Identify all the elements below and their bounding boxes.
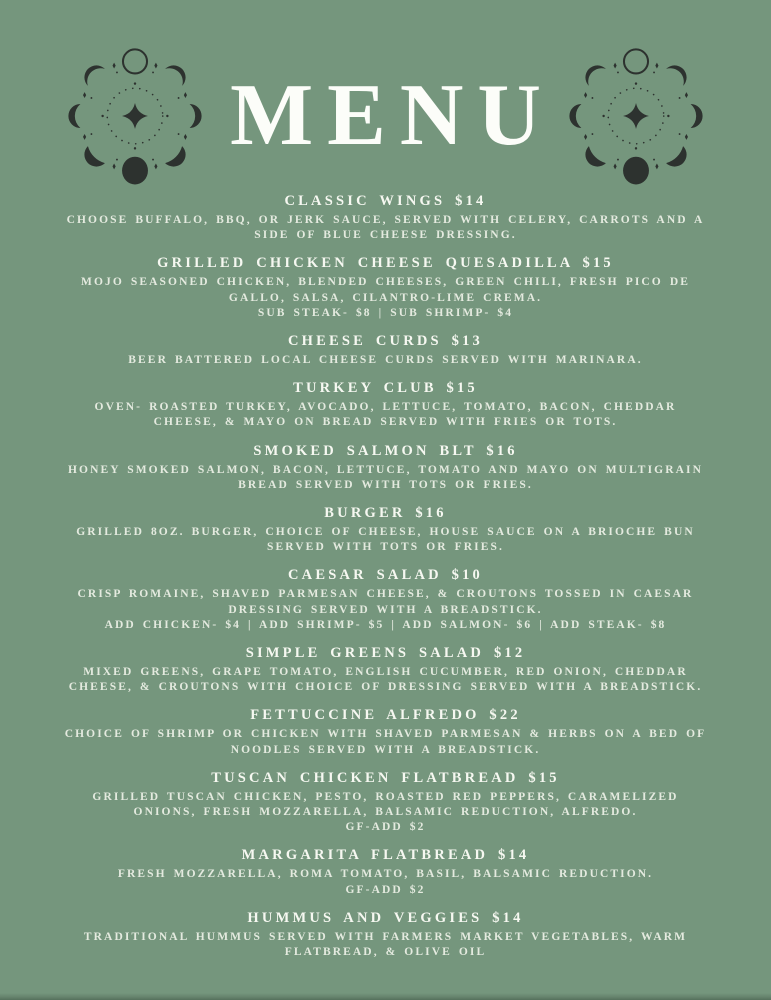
menu-item bbox=[64, 846, 708, 897]
item-name: MARGARITA FLATBREAD bbox=[241, 847, 489, 864]
item-title bbox=[64, 379, 708, 398]
item-note: GF-ADD $2 bbox=[345, 821, 426, 834]
item-title bbox=[64, 566, 708, 585]
item-name: TUSCAN CHICKEN FLATBREAD bbox=[211, 769, 519, 786]
item-description: BEER BATTERED LOCAL CHEESE CURDS SERVED WITH MARINARA. bbox=[128, 354, 643, 367]
item-title bbox=[64, 909, 708, 928]
item-price: $16 bbox=[415, 505, 447, 522]
item-description: MIXED GREENS, GRAPE TOMATO, ENGLISH CUCUMBER, RED ONION, CHEDDAR CHEESE, & CROUTONS WITH CHOICE OF DRESSING SERVED WITH A BREADSTICK. bbox=[68, 666, 703, 694]
item-name: SIMPLE GREENS SALAD bbox=[245, 645, 485, 662]
item-name: TURKEY CLUB bbox=[293, 380, 437, 397]
item-price: $14 bbox=[492, 909, 524, 926]
item-title bbox=[64, 504, 708, 523]
item-name: BURGER bbox=[324, 505, 406, 522]
item-description: OVEN- ROASTED TURKEY, AVOCADO, LETTUCE, TOMATO, BACON, CHEDDAR CHEESE, & MAYO ON BREAD SERVED WITH FRIES OR TOTS. bbox=[94, 401, 677, 429]
menu-header bbox=[0, 0, 771, 190]
item-description: CHOICE OF SHRIMP OR CHICKEN WITH SHAVED PARMESAN & HERBS ON A BED OF NOODLES SERVED WITH A BREADSTICK. bbox=[64, 728, 707, 756]
item-name: CLASSIC WINGS bbox=[284, 193, 446, 209]
item-description: CRISP ROMAINE, SHAVED PARMESAN CHEESE, & CROUTONS TOSSED IN CAESAR DRESSING SERVED WITH A BREADSTICK. bbox=[77, 588, 694, 616]
menu-item bbox=[64, 769, 708, 836]
menu-item bbox=[64, 379, 708, 430]
item-note: GF-ADD $2 bbox=[345, 883, 426, 896]
item-name: GRILLED CHICKEN CHEESE QUESADILLA bbox=[157, 255, 573, 272]
item-title bbox=[64, 644, 708, 663]
menu-item bbox=[64, 192, 708, 243]
menu-item bbox=[64, 442, 708, 493]
item-price: $10 bbox=[451, 567, 483, 584]
menu-item bbox=[64, 332, 708, 368]
item-price: $14 bbox=[455, 193, 487, 209]
item-description: HONEY SMOKED SALMON, BACON, LETTUCE, TOMATO AND MAYO ON MULTIGRAIN BREAD SERVED WITH TOTS OR FRIES. bbox=[68, 463, 703, 491]
item-price: $12 bbox=[493, 645, 526, 662]
item-name: CAESAR SALAD bbox=[288, 567, 442, 584]
item-price: $15 bbox=[582, 255, 614, 272]
item-price: $22 bbox=[489, 707, 521, 724]
item-name: FETTUCCINE ALFREDO bbox=[250, 707, 480, 724]
menu-item bbox=[64, 504, 708, 555]
item-price: $15 bbox=[528, 769, 560, 786]
item-description: FRESH MOZZARELLA, ROMA TOMATO, BASIL, BALSAMIC REDUCTION. bbox=[117, 868, 654, 881]
item-description: TRADITIONAL HUMMUS SERVED WITH FARMERS MARKET VEGETABLES, WARM FLATBREAD, & OLIVE OIL bbox=[83, 930, 688, 959]
item-name: CHEESE CURDS bbox=[288, 333, 442, 350]
page-bottom-edge bbox=[0, 993, 771, 1000]
menu-item bbox=[64, 254, 708, 321]
item-description: GRILLED 8OZ. BURGER, CHOICE OF CHEESE, HOUSE SAUCE ON A BRIOCHE BUN SERVED WITH TOTS OR FRIES. bbox=[76, 526, 695, 554]
item-title bbox=[64, 192, 708, 211]
item-title bbox=[64, 332, 708, 351]
moon-phases-icon bbox=[561, 42, 711, 190]
item-description: MOJO SEASONED CHICKEN, BLENDED CHEESES, GREEN CHILI, FRESH PICO DE GALLO, SALSA, CILANTRO-LIME CREMA. bbox=[80, 276, 691, 304]
page-title: MENU bbox=[230, 67, 555, 164]
item-note: SUB STEAK- $8 | SUB SHRIMP- $4 bbox=[257, 306, 514, 319]
item-title bbox=[64, 442, 708, 461]
item-name: HUMMUS AND VEGGIES bbox=[247, 909, 483, 926]
menu-items bbox=[64, 192, 708, 960]
item-name: SMOKED SALMON BLT bbox=[253, 442, 477, 459]
item-price: $15 bbox=[446, 380, 478, 397]
item-title bbox=[64, 769, 708, 788]
item-price: $13 bbox=[451, 333, 483, 350]
item-title bbox=[64, 254, 708, 273]
menu-item bbox=[64, 644, 708, 695]
moon-phases-icon bbox=[60, 42, 210, 190]
item-title bbox=[64, 846, 708, 865]
menu-item bbox=[64, 566, 708, 633]
item-price: $16 bbox=[486, 442, 518, 459]
menu-item bbox=[64, 706, 708, 757]
item-description: GRILLED TUSCAN CHICKEN, PESTO, ROASTED RED PEPPERS, CARAMELIZED ONIONS, FRESH MOZZARELLA, BALSAMIC REDUCTION, ALFREDO. bbox=[92, 790, 679, 819]
item-note: ADD CHICKEN- $4 | ADD SHRIMP- $5 | ADD SALMON- $6 | ADD STEAK- $8 bbox=[104, 618, 667, 631]
item-price: $14 bbox=[498, 847, 530, 864]
item-title bbox=[64, 706, 708, 725]
item-description: CHOOSE BUFFALO, BBQ, OR JERK SAUCE, SERVED WITH CELERY, CARROTS AND A SIDE OF BLUE CHEESE DRESSING. bbox=[66, 214, 705, 242]
menu-item bbox=[64, 909, 708, 960]
